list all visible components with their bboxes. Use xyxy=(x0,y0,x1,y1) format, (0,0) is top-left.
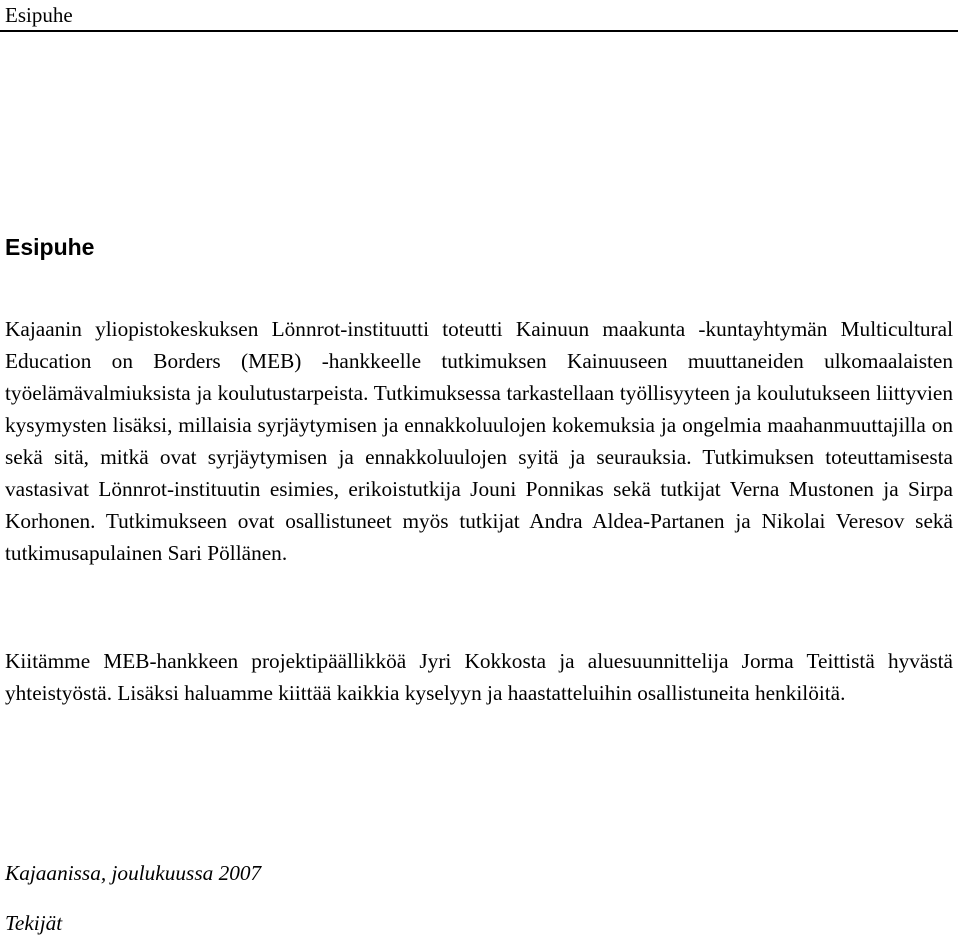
authors-signoff: Tekijät xyxy=(5,911,63,935)
body-paragraph-2: Kiitämme MEB-hankkeen projektipäällikköä Jyri Kokkosta ja aluesuunnittelija Jorma Teittistä hyvästä yhteistyöstä. Lisäksi haluamme kiittää kaikkia kyselyyn ja haastatteluihin osallistuneita henkilöitä. xyxy=(5,649,953,705)
page-title: Esipuhe xyxy=(5,234,95,260)
place-date-signoff: Kajaanissa, joulukuussa 2007 xyxy=(5,861,262,885)
running-header-title: Esipuhe xyxy=(5,3,73,27)
header-divider xyxy=(0,30,958,32)
body-paragraph-1: Kajaanin yliopistokeskuksen Lönnrot-instituutti toteutti Kainuun maakunta -kuntayhtymän Multicultural Education on Borders (MEB) -hankkeelle tutkimuksen Kainuuseen muuttaneiden ulkomaalaisten työelämävalmiuksista ja koulutustarpeista. Tutkimuksessa tarkastellaan työllisyyteen ja koulutukseen liittyvien kysymysten lisäksi, millaisia syrjäytymisen ja ennakkoluulojen kokemuksia ja ongelmia maahanmuuttajilla on sekä sitä, mitkä ovat syrjäytymisen ja ennakkoluulojen syitä ja seurauksia. Tutkimuksen toteuttamisesta vastasivat Lönnrot-instituutin esimies, erikoistutkija Jouni Ponnikas sekä tutkijat Verna Mustonen ja Sirpa Korhonen. Tutkimukseen ovat osallistuneet myös tutkijat Andra Aldea-Partanen ja Nikolai Veresov sekä tutkimusapulainen Sari Pöllänen. xyxy=(5,317,953,565)
